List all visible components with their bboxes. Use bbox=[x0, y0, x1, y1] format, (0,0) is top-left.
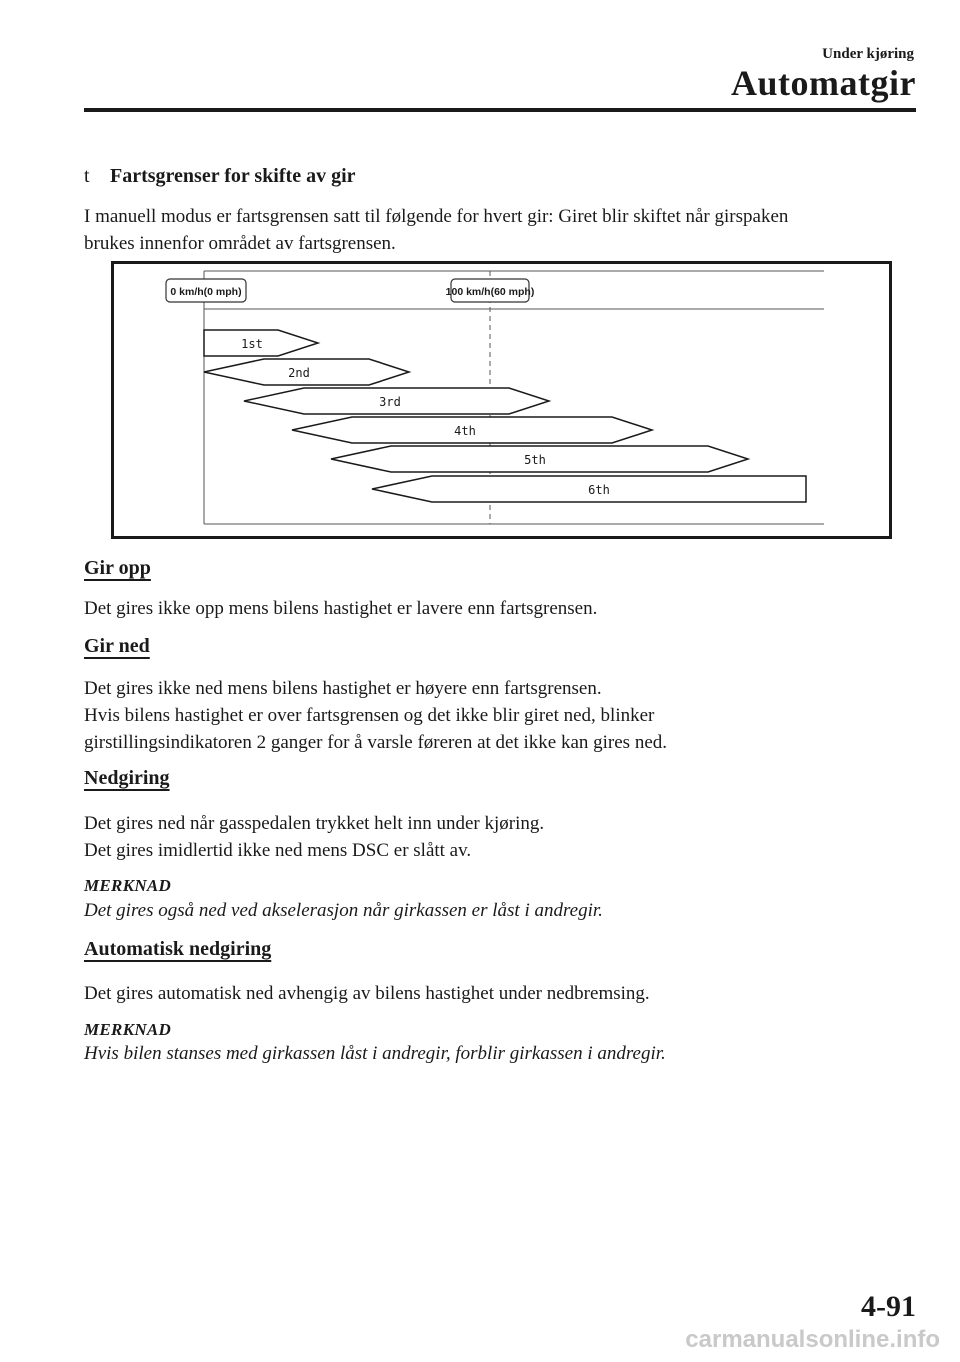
gear-6th bbox=[372, 476, 806, 502]
gear-speed-svg bbox=[114, 264, 889, 536]
auto-nedgiring-text: Det gires automatisk ned avhengig av bilens hastighet under nedbremsing. bbox=[84, 983, 650, 1004]
gir-opp-title: Gir opp bbox=[84, 557, 151, 579]
nedgiring-note-title: MERKNAD bbox=[84, 876, 172, 895]
gear-4th bbox=[292, 417, 652, 443]
speed-label-100 bbox=[446, 279, 535, 302]
gir-ned-line-2: Hvis bilens hastighet er over fartsgrensen og det ikke blir giret ned, blinker bbox=[84, 705, 655, 726]
gir-opp-text: Det gires ikke opp mens bilens hastighet er lavere enn fartsgrensen. bbox=[84, 598, 598, 619]
gear-speed-diagram bbox=[111, 261, 892, 539]
gear-5th-label: 5th bbox=[524, 453, 546, 467]
auto-nedgiring-title: Automatisk nedgiring bbox=[84, 938, 272, 960]
gir-ned-title: Gir ned bbox=[84, 635, 150, 657]
nedgiring-line-1: Det gires ned når gasspedalen trykket helt inn under kjøring. bbox=[84, 813, 545, 834]
heading-text: Fartsgrenser for skifte av gir bbox=[110, 165, 356, 187]
intro-line-2: brukes innenfor området av fartsgrensen. bbox=[84, 233, 396, 254]
nedgiring-note-text: Det gires også ned ved akselerasjon når girkassen er låst i andregir. bbox=[84, 900, 603, 921]
gear-2nd bbox=[204, 359, 409, 385]
gear-1st bbox=[204, 330, 318, 356]
gir-ned-line-3: girstillingsindikatoren 2 ganger for å varsle føreren at det ikke kan gires ned. bbox=[84, 732, 667, 753]
nedgiring-line-2: Det gires imidlertid ikke ned mens DSC er slått av. bbox=[84, 840, 472, 861]
gear-3rd bbox=[244, 388, 549, 414]
gear-6th-label: 6th bbox=[588, 483, 610, 497]
auto-nedgiring-note-text: Hvis bilen stanses med girkassen låst i andregir, forblir girkassen i andregir. bbox=[84, 1043, 666, 1064]
section-heading bbox=[84, 165, 356, 188]
gear-1st-label: 1st bbox=[241, 337, 263, 351]
speed-label-0-text: 0 km/h(0 mph) bbox=[170, 286, 242, 298]
watermark: carmanualsonline.info bbox=[685, 1326, 940, 1353]
auto-nedgiring-note-title: MERKNAD bbox=[84, 1020, 172, 1039]
gear-2nd-label: 2nd bbox=[288, 366, 310, 380]
gear-5th bbox=[331, 446, 748, 472]
gear-3rd-label: 3rd bbox=[379, 395, 401, 409]
gear-4th-label: 4th bbox=[454, 424, 476, 438]
page-number: 4-91 bbox=[861, 1290, 916, 1323]
nedgiring-title: Nedgiring bbox=[84, 767, 170, 789]
gir-ned-line-1: Det gires ikke ned mens bilens hastighet er høyere enn fartsgrensen. bbox=[84, 678, 602, 699]
header-title: Automatgir bbox=[731, 63, 916, 103]
header-section: Under kjøring bbox=[822, 46, 914, 62]
header-rule bbox=[84, 108, 916, 112]
speed-label-100-text: 100 km/h(60 mph) bbox=[445, 286, 535, 298]
intro-line-1: I manuell modus er fartsgrensen satt til følgende for hvert gir: Giret blir skiftet når girspaken bbox=[84, 206, 789, 227]
heading-bullet-icon: t bbox=[84, 165, 90, 187]
speed-label-0 bbox=[166, 279, 246, 302]
